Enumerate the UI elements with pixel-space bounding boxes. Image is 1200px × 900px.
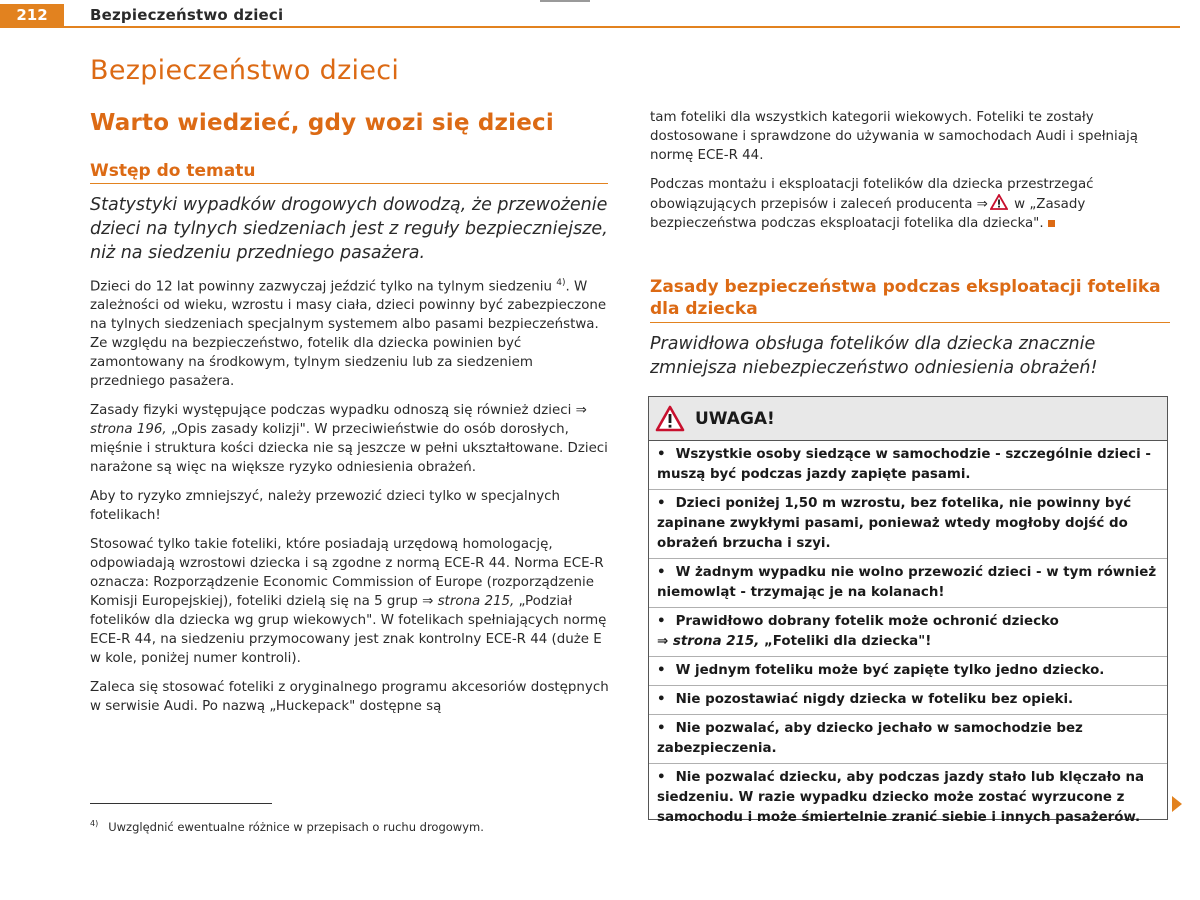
warning-item-text: Prawidłowo dobrany fotelik może ochronić dziecko [675,614,1059,629]
paragraph [650,175,1170,233]
left-column [90,274,610,726]
footnote-text: Uwzględnić ewentualne różnice w przepisach o ruchu drogowym. [108,819,484,834]
section-title: Warto wiedzieć, gdy wozi się dzieci [90,110,554,136]
bullet: • [657,614,666,629]
warning-item [649,686,1167,715]
warning-item-text: Nie pozwalać dziecku, aby podczas jazdy stało lub klęczało na siedzeniu. W razie wypadku dziecko może zostać wyrzucone z samochodu i może śmiertelnie zranić siebie i innych pasażerów. [657,770,1145,825]
warning-item [649,559,1167,608]
paragraph-text: w „Zasady bezpieczeństwa podczas eksploatacji fotelika dla dziecka". [650,197,1086,231]
paragraph-text: „Opis zasady kolizji". W przeciwieństwie do osób dorosłych, mięśnie i struktura kości dziecka nie są jeszcze w pełni ukształtowane. Dzieci narażone są więc na większe ryzyko odniesienia obrażeń. [90,422,608,476]
page-number: 212 [0,4,64,26]
warning-item [649,657,1167,686]
subheading-safety-rules: Zasady bezpieczeństwa podczas eksploatacji fotelika dla dziecka [650,276,1170,323]
warning-item-text: „Foteliki dla dziecka"! [759,634,932,649]
paragraph-text: Dzieci do 12 lat powinny zazwyczaj jeździć tylko na tylnym siedzeniu [90,279,557,295]
footnote-reference[interactable]: 4) [556,278,566,288]
paragraph: Zaleca się stosować foteliki z oryginalnego programu akcesoriów dostępnych w serwisie Audi. Po nazwą „Huckepack" dostępne są [90,680,609,715]
reference-arrow: ⇒ [976,197,988,212]
page-reference-link[interactable]: ⇒ strona 215, [657,634,760,649]
bullet: • [657,721,666,736]
warning-triangle-icon [990,194,1008,210]
running-title: Bezpieczeństwo dzieci [90,6,284,24]
right-column [650,108,1170,243]
paragraph [90,274,610,391]
footnote [90,819,484,834]
header-rule [0,26,1180,28]
warning-item [649,715,1167,764]
paragraph: Aby to ryzyko zmniejszyć, należy przewozić dzieci tylko w specjalnych fotelikach! [90,489,560,524]
paragraph-text: . W zależności od wieku, wzrostu i masy ciała, dzieci powinny być zabezpieczone na tylnych siedzeniach specjalnym systemem albo pasami bezpieczeństwa. Ze względu na bezpieczeństwo, fotelik dla dziecka powinien być zamontowany na środkowym, tylnym siedzeniu lub za siedzeniem przedniego pasażera. [90,279,607,390]
bullet: • [657,496,666,511]
lead-paragraph-safety: Prawidłowa obsługa fotelików dla dziecka znacznie zmniejsza niebezpieczeństwo odniesienia obrażeń! [650,334,1098,378]
warning-header [649,397,1167,441]
paragraph-text: „Podział fotelików dla dziecka wg grup wiekowych". W fotelikach spełniających normę ECE-R 44, na siedzeniu przymocowany jest znak kontrolny ECE-R 44 (duże E w kole, poniżej numer kontroli). [90,594,607,667]
warning-reference-link[interactable] [977,197,1010,212]
warning-title: UWAGA! [695,408,775,429]
warning-item-text: Nie pozostawiać nigdy dziecka w foteliku bez opieki. [675,692,1074,707]
footnote-rule [90,803,272,804]
end-square-icon [1048,220,1055,227]
paragraph-text: Stosować tylko takie foteliki, które posiadają urzędową homologację, odpowiadają wzrostowi dziecka i są zgodne z normą ECE-R 44. Norma ECE-R oznacza: Rozporządzenie Economic Commission of Europe (rozporządzenie Komisji Europejskiej), foteliki dzielą się na 5 grup [90,537,604,610]
page-reference-link[interactable]: ⇒ strona 196, [90,403,587,438]
page-title: Bezpieczeństwo dzieci [90,55,400,86]
footnote-mark: 4) [90,819,99,828]
subheading-intro: Wstęp do tematu [90,161,608,184]
warning-item [649,441,1167,490]
bullet: • [657,692,666,707]
paragraph [90,401,610,477]
warning-item [649,490,1167,559]
paragraph-text: Podczas montażu i eksploatacji fotelików dla dziecka przestrzegać obowiązujących przepisów i zaleceń producenta [650,177,1094,212]
warning-item [649,764,1167,832]
bullet: • [657,447,666,462]
warning-item-text: W żadnym wypadku nie wolno przewozić dzieci - w tym również niemowląt - trzymając je na kolanach! [657,565,1157,600]
lead-paragraph-intro: Statystyki wypadków drogowych dowodzą, że przewożenie dzieci na tylnych siedzeniach jest z reguły bezpieczniejsze, niż na siedzeniu przedniego pasażera. [90,195,608,263]
next-page-arrow-icon[interactable] [1172,796,1182,812]
header-dash [540,0,590,2]
page-reference-link[interactable]: ⇒ strona 215, [422,594,515,610]
paragraph: tam foteliki dla wszystkich kategorii wiekowych. Foteliki te zostały dostosowane i sprawdzone do używania w samochodach Audi i spełniają normę ECE-R 44. [650,110,1138,163]
warning-item-text: W jednym foteliku może być zapięte tylko jedno dziecko. [675,663,1105,678]
warning-box [648,396,1168,825]
paragraph [90,535,610,668]
warning-item-text: Wszystkie osoby siedzące w samochodzie - szczególnie dzieci - muszą być podczas jazdy zapięte pasami. [657,447,1151,482]
warning-item [649,608,1167,657]
warning-item-text: Dzieci poniżej 1,50 m wzrostu, bez fotelika, nie powinny być zapinane zwykłymi pasami, ponieważ wtedy mogłoby dojść do obrażeń brzucha i szyi. [657,496,1132,551]
bullet: • [657,663,666,678]
warning-item-text: Nie pozwalać, aby dziecko jechało w samochodzie bez zabezpieczenia. [657,721,1083,756]
paragraph-text: Zasady fizyki występujące podczas wypadku odnoszą się również dzieci [90,403,576,419]
bullet: • [657,770,666,785]
warning-triangle-icon [655,405,685,432]
bullet: • [657,565,666,580]
